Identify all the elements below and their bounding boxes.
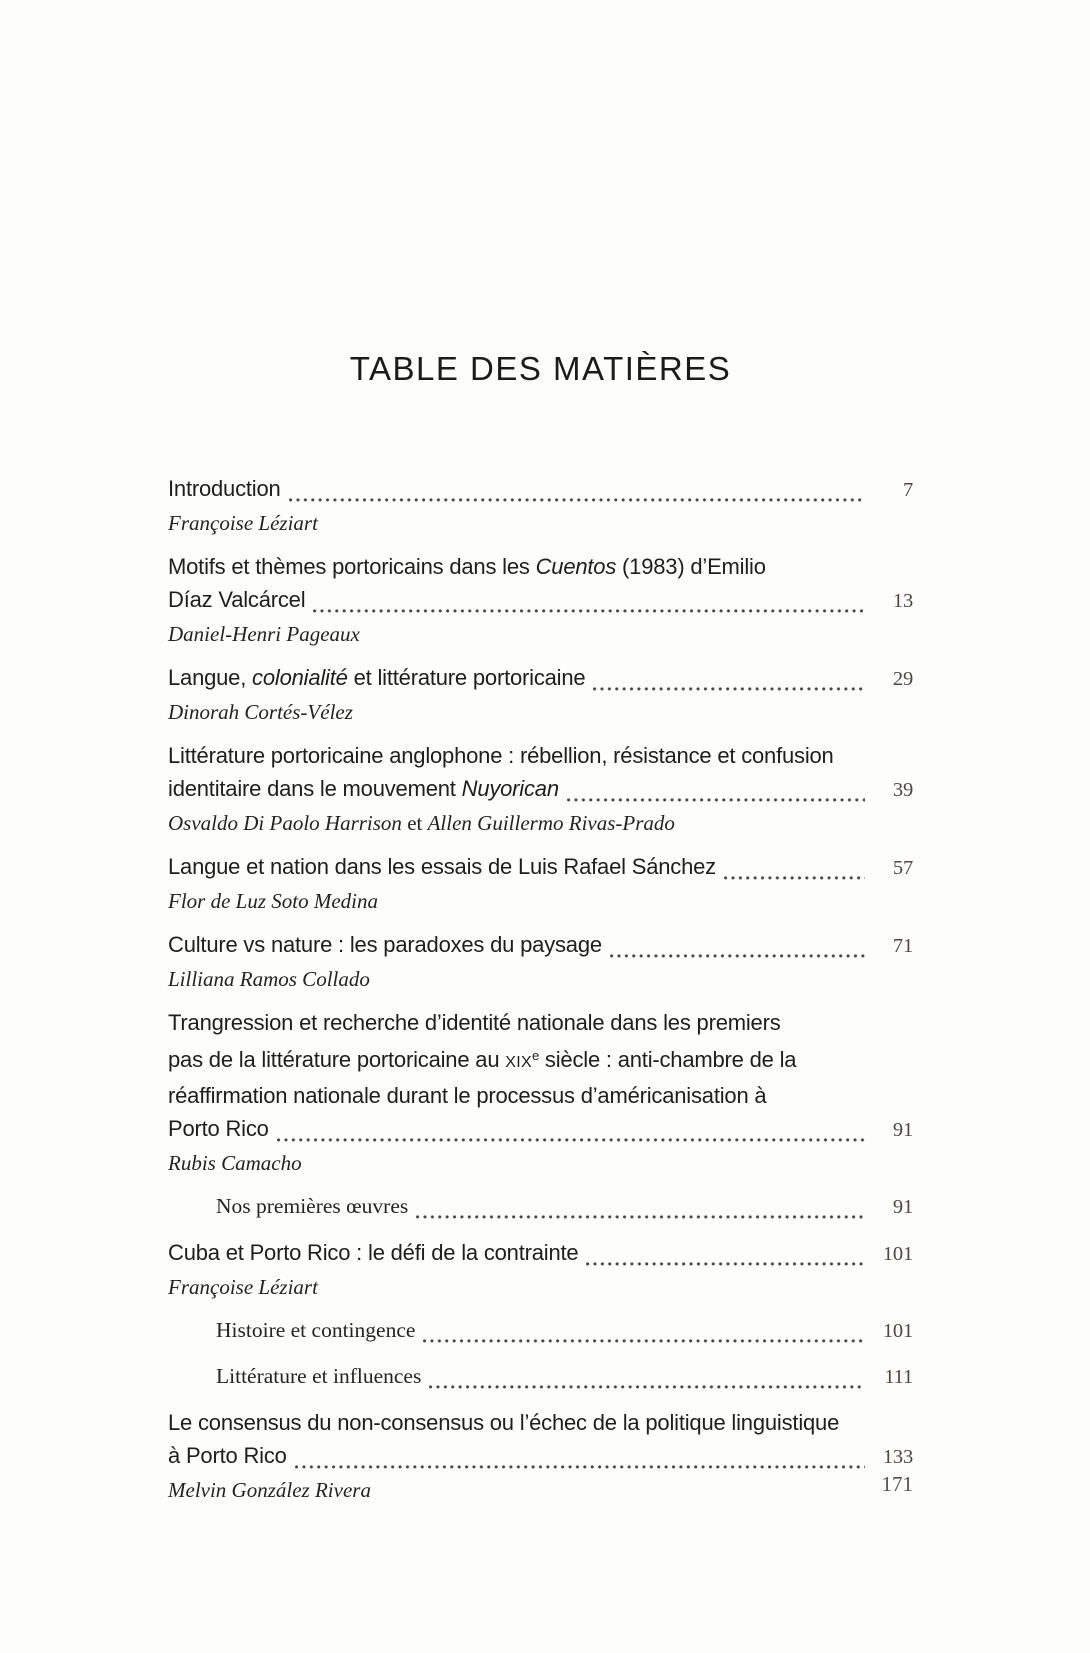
entry-title-line [168,928,913,963]
page-number: 133 [882,1446,913,1468]
entry-author: Melvin González Rivera [168,1478,371,1502]
toc-sub-entry [168,1190,913,1224]
entry-title-line: Trangression et recherche d’identité nationale dans les premiers [168,1010,781,1035]
entry-title-text: à Porto Rico [168,1443,287,1468]
entry-title-text: Cuba et Porto Rico : le défi de la contrainte [168,1240,579,1265]
page-number: 13 [892,590,913,612]
dot-leader [593,687,865,691]
entry-author: Lilliana Ramos Collado [168,967,370,991]
entry-author: Daniel-Henri Pageaux [168,622,360,646]
entry-title-line [216,1190,913,1224]
entry-title-line [168,772,913,807]
toc-entry [168,472,913,538]
dot-leader [724,876,865,880]
entry-title-line: Le consensus du non-consensus ou l’échec de la politique linguistique [168,1410,840,1435]
ordinal-superscript: e [531,1048,540,1063]
entry-title-line: Littérature portoricaine anglophone : rébellion, résistance et confusion [168,743,834,768]
entry-title-line [168,1112,913,1147]
entry-title-line [168,1439,913,1474]
dot-leader [423,1339,865,1343]
entry-author: Françoise Léziart [168,1275,318,1299]
entry-title-line [168,550,913,583]
entry-author: Françoise Léziart [168,511,318,535]
dot-leader [416,1215,865,1219]
dot-leader [277,1138,865,1142]
page-number: 39 [892,779,913,801]
entry-author: Flor de Luz Soto Medina [168,889,378,913]
entry-author: Dinorah Cortés-Vélez [168,700,353,724]
dot-leader [313,609,865,613]
page-number: 7 [902,479,913,501]
toc-sub-entry [168,1314,913,1348]
entry-title-text: Langue, colonialité et littérature portoricaine [168,665,586,690]
dot-leader [429,1385,865,1389]
small-caps-numeral: XIX [505,1054,532,1071]
entry-title-text: Motifs et thèmes portoricains dans les [168,554,536,579]
page-title: TABLE DES MATIÈRES [349,350,732,387]
entry-title-line [168,1236,913,1271]
toc-entry [168,661,913,727]
entry-title-text: Porto Rico [168,1116,269,1141]
dot-leader [295,1465,865,1469]
toc-entry [168,739,913,838]
page-number: 91 [892,1119,913,1141]
entry-title-text: identitaire dans le mouvement Nuyorican [168,776,559,801]
page-number: 101 [882,1320,913,1342]
page-number: 29 [892,668,913,690]
dot-leader [586,1262,865,1266]
entry-title-text: Díaz Valcárcel [168,587,306,612]
entry-title-text: Introduction [168,476,281,501]
dot-leader [567,798,865,802]
entry-title-line: réaffirmation nationale durant le processus d’américanisation à [168,1083,767,1108]
toc-sub-entry [168,1360,913,1394]
entry-title-line: pas de la littérature portoricaine au XIXe siècle : anti-chambre de la [168,1047,797,1072]
entry-title-text: Littérature et influences [216,1364,422,1388]
entry-title-italic: Nuyorican [461,776,559,801]
page-number: 71 [892,935,913,957]
entry-title-line [168,850,913,885]
folio-page-number: 171 [881,1472,913,1496]
entry-title-text: Nos premières œuvres [216,1194,409,1218]
entry-title-line [168,661,913,696]
entry-title-line [168,583,913,618]
entry-title-text: (1983) d’Emilio [616,554,766,579]
entry-title-text: Langue et nation dans les essais de Luis Rafael Sánchez [168,854,716,879]
entry-title-line [216,1360,913,1394]
toc-entry [168,1006,913,1178]
entry-title-italic: Cuentos [535,554,617,579]
entry-title-text: Histoire et contingence [216,1318,416,1342]
toc-entry [168,850,913,916]
page-number: 111 [884,1366,913,1388]
toc-entry [168,928,913,994]
toc-entry [168,550,913,649]
page-number: 101 [882,1243,913,1265]
entry-author: Osvaldo Di Paolo Harrison et Allen Guillermo Rivas-Prado [168,811,675,835]
entry-title-text: Culture vs nature : les paradoxes du paysage [168,932,602,957]
dot-leader [289,498,865,502]
page-number: 91 [892,1196,913,1218]
dot-leader [610,954,865,958]
toc-entry [168,1236,913,1302]
page-number: 57 [892,857,913,879]
entry-title-line [216,1314,913,1348]
toc-entry [168,1406,913,1505]
entry-author: Rubis Camacho [168,1151,302,1175]
entry-title-line [168,472,913,507]
entry-title-italic: colonialité [252,665,348,690]
